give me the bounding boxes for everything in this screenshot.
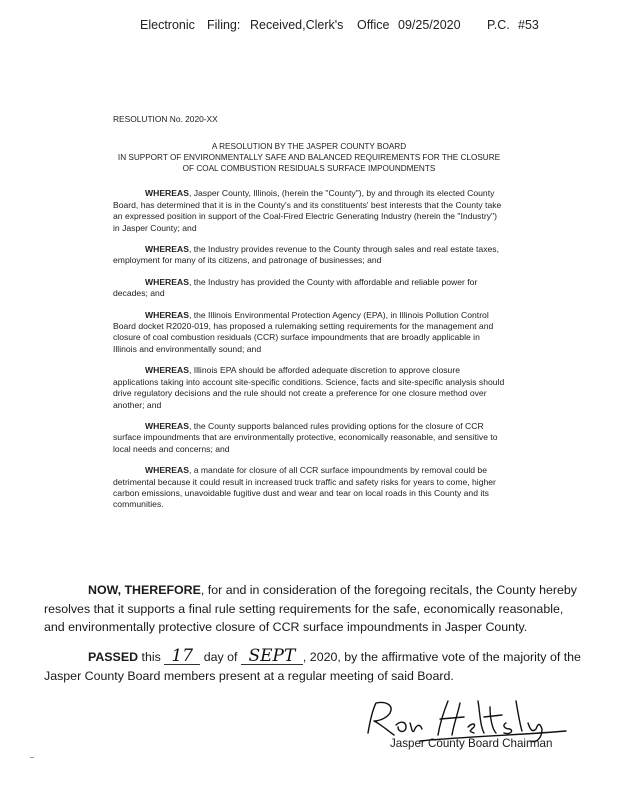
filing-header: [0, 18, 618, 38]
whereas-paragraph: [113, 465, 505, 511]
title-line-3: OF COAL COMBUSTION RESIDUALS SURFACE IMPOUNDMENTS: [182, 164, 436, 174]
now-therefore-label: NOW, THEREFORE: [88, 583, 201, 597]
whereas-text: , a mandate for closure of all CCR surface impoundments by removal could be detrimental because it could result in increased truck traffic and safety risks for years to come, higher carbon emissions, unavoidable fugitive dust and wear and tear on local roads in this County and its communities.: [113, 465, 496, 510]
whereas-text: , Illinois EPA should be afforded adequate discretion to approve closure applications taking into account site-specific conditions. Science, facts and site-specific analysis should drive regulatory decisions and the rule should not create a preference for one closure method over another; and: [113, 365, 505, 410]
whereas-paragraph: [113, 365, 505, 411]
resolution-body: [113, 114, 505, 521]
now-therefore-section: [44, 581, 580, 637]
whereas-paragraph: [113, 310, 505, 356]
whereas-paragraph: [113, 421, 505, 455]
passed-day-of: day of: [203, 650, 238, 664]
handwritten-month: SEPT: [241, 648, 303, 665]
passed-label: PASSED: [88, 650, 139, 664]
handwritten-day: 17: [164, 648, 200, 665]
whereas-label: WHEREAS: [145, 188, 189, 199]
header-date: 09/25/2020: [398, 18, 461, 32]
passed-rest: , 2020, by the affirmative vote of the majority of the Jasper County Board members present at a regular meeting of said Board.: [44, 650, 581, 683]
whereas-paragraph: [113, 277, 505, 300]
whereas-text: , the Industry has provided the County with affordable and reliable power for decades; and: [113, 276, 478, 299]
whereas-label: WHEREAS: [145, 420, 189, 431]
whereas-label: WHEREAS: [145, 365, 189, 376]
chairman-title: Jasper County Board Chairman: [390, 737, 553, 750]
header-electronic: Electronic: [140, 18, 195, 32]
passed-paragraph: [44, 648, 584, 686]
whereas-text: , the County supports balanced rules providing options for the closure of CCR surface impoundments that are environmentally protective, economically reasonable, and sensitive to local needs and concerns; and: [113, 420, 498, 454]
passed-this: this: [141, 650, 161, 664]
whereas-text: , Jasper County, Illinois, (herein the "County"), by and through its elected County Board, has determined that it is in the County's and its constituents' best interests that the County take an expressed position in support of the Coal-Fired Electric Generating Industry (herein the "Industry") in Jasper County; and: [113, 188, 502, 233]
whereas-paragraph: [113, 244, 505, 267]
title-line-2: IN SUPPORT OF ENVIRONMENTALLY SAFE AND BALANCED REQUIREMENTS FOR THE CLOSURE: [117, 153, 501, 163]
header-filing: Filing:: [207, 18, 241, 32]
resolution-title: [113, 141, 505, 174]
whereas-label: WHEREAS: [145, 244, 189, 255]
whereas-label: WHEREAS: [145, 465, 189, 476]
resolution-number: RESOLUTION No. 2020-XX: [113, 114, 218, 124]
header-number: #53: [518, 18, 539, 32]
whereas-text: , the Industry provides revenue to the County through sales and real estate taxes, employment for many of its citizens, and patronage of businesses; and: [113, 244, 499, 266]
header-pc: P.C.: [487, 18, 510, 32]
now-therefore-paragraph: [44, 581, 580, 637]
scan-mark: [30, 757, 34, 758]
whereas-text: , the Illinois Environmental Protection Agency (EPA), in Illinois Pollution Control Board docket R2020-019, has proposed a rulemaking setting requirements for the management and closure of coal combustion residuals (CCR) surface impoundments that are broadly applicable in Illinois and environmentally sound; and: [113, 309, 494, 354]
now-therefore-text: , for and in consideration of the foregoing recitals, the County hereby resolves that it supports a final rule setting requirements for the safe, economically reasonable, and environmentally protective closure of CCR surface impoundments in Jasper County.: [44, 583, 577, 635]
header-office: Office: [357, 18, 390, 32]
whereas-paragraph: [113, 188, 505, 234]
whereas-label: WHEREAS: [145, 309, 189, 320]
title-line-1: A RESOLUTION BY THE JASPER COUNTY BOARD: [211, 142, 407, 152]
header-received: Received,Clerk's: [250, 18, 344, 32]
whereas-label: WHEREAS: [145, 276, 189, 287]
